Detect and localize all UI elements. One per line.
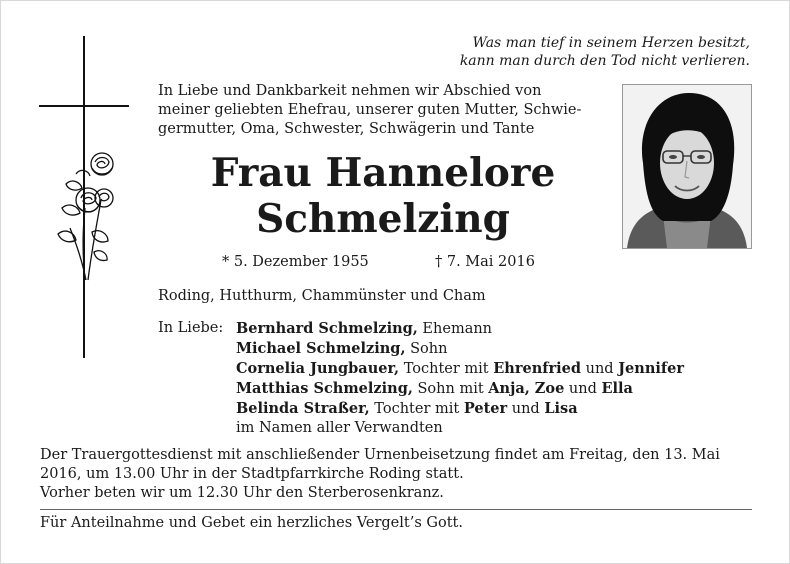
- intro-text: [158, 82, 608, 139]
- grandchild-name: Jennifer: [618, 360, 684, 377]
- family-relation: Tochter mit: [399, 361, 494, 377]
- family-member-name: Matthias Schmelzing,: [236, 380, 413, 397]
- family-closing: im Namen aller Verwandten: [236, 420, 443, 436]
- service-line-3: Vorher beten wir um 12.30 Uhr den Sterberosenkranz.: [40, 485, 444, 501]
- quote-line-1: Was man tief in seinem Herzen besitzt,: [472, 35, 750, 51]
- service-info: [40, 446, 755, 503]
- family-relation: Sohn: [405, 341, 448, 357]
- family-row: [236, 319, 684, 339]
- family-relation: Tochter mit: [369, 401, 464, 417]
- family-row: [236, 399, 684, 419]
- family-row: [236, 359, 684, 379]
- family-member-name: Belinda Straßer,: [236, 400, 370, 417]
- birth-date: * 5. Dezember 1955: [222, 254, 369, 270]
- intro-line-2: meiner geliebten Ehefrau, unserer guten Mutter, Schwie-: [158, 102, 582, 118]
- family-member-name: Michael Schmelzing,: [236, 340, 406, 357]
- deceased-name-last: Schmelzing: [256, 196, 510, 242]
- grandchild-name: Anja, Zoe: [488, 380, 565, 397]
- grandchild-name: Lisa: [544, 400, 578, 417]
- memorial-quote: [460, 34, 750, 70]
- family-relation: Ehemann: [417, 321, 493, 337]
- intro-line-3: germutter, Oma, Schwester, Schwägerin und Tante: [158, 121, 535, 137]
- conjunction: und: [581, 361, 619, 377]
- divider: [40, 509, 752, 510]
- death-date: † 7. Mai 2016: [435, 254, 535, 270]
- grandchild-name: Peter: [463, 400, 508, 417]
- quote-line-2: kann man durch den Tod nicht verlieren.: [459, 53, 750, 69]
- family-row: [236, 339, 684, 359]
- family-member-name: Bernhard Schmelzing,: [236, 320, 418, 337]
- roses-icon: [52, 148, 124, 283]
- family-relation: Sohn mit: [412, 381, 489, 397]
- grandchild-name: Ehrenfried: [493, 360, 581, 377]
- conjunction: und: [507, 401, 545, 417]
- family-row: [236, 379, 684, 399]
- service-line-1: Der Trauergottesdienst mit anschließender Urnenbeisetzung findet am Freitag, den 13. Mai: [40, 447, 720, 463]
- portrait-illustration: [623, 85, 751, 248]
- thanks-line: Für Anteilnahme und Gebet ein herzliches Vergelt’s Gott.: [40, 515, 463, 531]
- conjunction: und: [564, 381, 602, 397]
- cross-bar: [39, 105, 129, 107]
- deceased-name-first: Frau Hannelore: [210, 150, 556, 196]
- places-line: Roding, Hutthurm, Chammünster und Cham: [158, 288, 486, 304]
- family-member-name: Cornelia Jungbauer,: [236, 360, 400, 377]
- portrait-photo: [622, 84, 752, 249]
- family-label: In Liebe:: [158, 320, 224, 336]
- intro-line-1: In Liebe und Dankbarkeit nehmen wir Abschied von: [158, 83, 542, 99]
- family-list: [236, 319, 684, 438]
- grandchild-name: Ella: [601, 380, 633, 397]
- service-line-2: 2016, um 13.00 Uhr in der Stadtpfarrkirche Roding statt.: [40, 466, 464, 482]
